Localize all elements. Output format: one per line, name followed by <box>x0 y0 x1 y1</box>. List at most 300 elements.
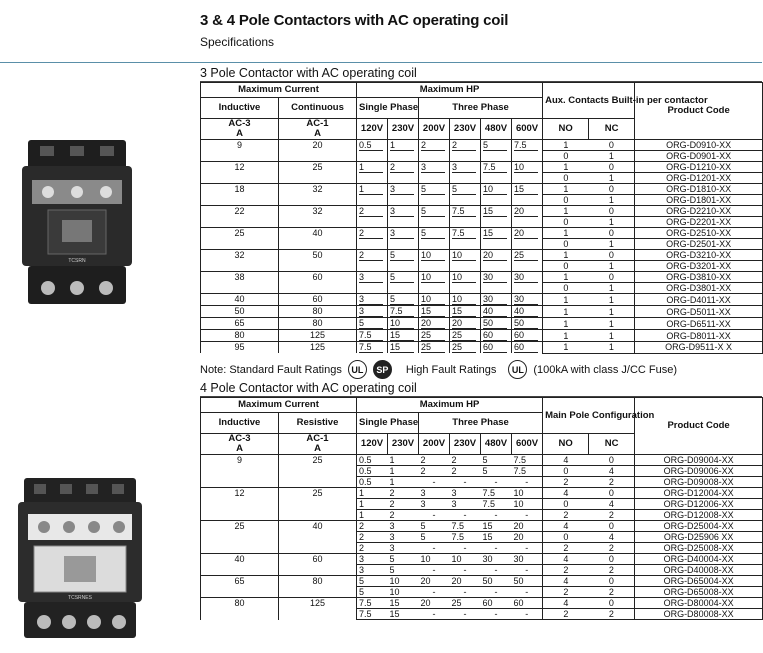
hp-value <box>481 294 512 306</box>
hp-value <box>450 140 481 162</box>
nc-value: 0 <box>589 272 635 283</box>
nc-value: 0 <box>589 184 635 195</box>
ac3-value: 50 <box>201 306 279 318</box>
ac3-value: 80 <box>201 598 279 620</box>
product-code: ORG-D1201-XX <box>635 173 763 184</box>
hp-value-text: 5 <box>390 272 414 283</box>
hp-value: - <box>481 543 512 554</box>
hp-value: 5 <box>357 576 388 587</box>
hp-value <box>388 294 419 306</box>
hp-value-text: 3 <box>390 184 414 195</box>
no-value: 1 <box>543 294 589 306</box>
hp-value: 2 <box>388 488 419 499</box>
hp-value-text: 10 <box>421 250 445 261</box>
hp-value: - <box>481 609 512 620</box>
single-phase-header: Single Phase <box>357 98 419 119</box>
ac1-value: 25 <box>279 162 357 184</box>
hp-value <box>357 206 388 228</box>
nc-value: 1 <box>589 195 635 206</box>
nc-value: 1 <box>589 318 635 330</box>
voltage-header: 600V <box>512 119 543 140</box>
ac1-value: 60 <box>279 294 357 306</box>
hp-value: - <box>512 477 543 488</box>
hp-value: 3 <box>388 543 419 554</box>
hp-value: 3 <box>357 554 388 565</box>
nc-value: 1 <box>589 306 635 318</box>
product-code: ORG-D3810-XX <box>635 272 763 283</box>
contactor-4-pole-label: TCSRNES <box>68 595 92 601</box>
hp-value-text: 2 <box>421 140 445 151</box>
hp-value-text: 7.5 <box>483 162 507 173</box>
nc-value: 1 <box>589 261 635 272</box>
hp-value: 3 <box>419 488 450 499</box>
ac1-value: 60 <box>279 554 357 576</box>
nc-value: 0 <box>589 521 635 532</box>
continuous-header: Resistive <box>279 413 357 434</box>
hp-value <box>357 228 388 250</box>
page-subtitle: Specifications <box>200 35 275 49</box>
hp-value <box>512 162 543 184</box>
nc-value: 1 <box>589 239 635 250</box>
hp-value: 20 <box>450 576 481 587</box>
max-current-header: Maximum Current <box>201 398 357 413</box>
hp-value-text: 10 <box>421 272 445 283</box>
nc-value: 0 <box>589 598 635 609</box>
inductive-header: Inductive <box>201 98 279 119</box>
voltage-header: 120V <box>357 119 388 140</box>
page-title: 3 & 4 Pole Contactors with AC operating coil <box>200 12 509 29</box>
no-value: 4 <box>543 455 589 466</box>
hp-value: 1 <box>357 510 388 521</box>
product-code: ORG-D0910-XX <box>635 140 763 151</box>
hp-value-text: 50 <box>483 318 507 329</box>
hp-value <box>357 294 388 306</box>
hp-value-text: 15 <box>390 330 414 341</box>
nc-value: 2 <box>589 543 635 554</box>
hp-value: 7.5 <box>357 598 388 609</box>
hp-value: 5 <box>481 455 512 466</box>
nc-value: 1 <box>589 283 635 294</box>
hp-value-text: 20 <box>483 250 507 261</box>
hp-value <box>450 306 481 318</box>
no-header: NO <box>543 119 589 140</box>
hp-value <box>357 318 388 330</box>
ac3-value: 32 <box>201 250 279 272</box>
hp-value-text: 5 <box>359 318 383 329</box>
hp-value: - <box>512 587 543 598</box>
product-code: ORG-D9511-X X <box>635 342 763 354</box>
hp-value-text: 30 <box>514 272 538 283</box>
nc-value: 4 <box>589 532 635 543</box>
hp-value: 30 <box>481 554 512 565</box>
hp-value: 5 <box>419 521 450 532</box>
hp-value: 3 <box>357 565 388 576</box>
product-code: ORG-D40008-XX <box>635 565 763 576</box>
product-code: ORG-D0901-XX <box>635 151 763 162</box>
csa-logo-icon: SP <box>373 360 392 379</box>
product-code: ORG-D2201-XX <box>635 217 763 228</box>
table-row <box>201 306 763 318</box>
hp-value: 2 <box>450 455 481 466</box>
hp-value <box>357 184 388 206</box>
contactor-3-pole-label: TCSRN <box>68 258 86 264</box>
hp-value-text: 3 <box>421 162 445 173</box>
hp-value <box>450 342 481 354</box>
no-value: 0 <box>543 499 589 510</box>
nc-value: 0 <box>589 576 635 587</box>
no-value: 0 <box>543 217 589 228</box>
hp-value <box>481 330 512 342</box>
hp-value-text: 60 <box>483 342 507 353</box>
hp-value-text: 15 <box>483 206 507 217</box>
hp-value: - <box>512 565 543 576</box>
ac1-value: 32 <box>279 184 357 206</box>
hp-value: 5 <box>388 565 419 576</box>
hp-value: - <box>419 510 450 521</box>
hp-value-text: 10 <box>421 294 445 305</box>
hp-value: 3 <box>450 499 481 510</box>
table-row <box>201 330 763 342</box>
hp-value-text: 2 <box>452 140 476 151</box>
hp-value-text: 3 <box>390 228 414 239</box>
hp-value <box>357 342 388 354</box>
ac3-value: 38 <box>201 272 279 294</box>
ac3-value: 25 <box>201 521 279 554</box>
hp-value <box>388 228 419 250</box>
hp-value-text: 10 <box>483 184 507 195</box>
hp-value-text: 2 <box>359 206 383 217</box>
hp-value-text: 20 <box>514 206 538 217</box>
hp-value: 3 <box>388 532 419 543</box>
hp-value <box>450 228 481 250</box>
product-code: ORG-D1801-XX <box>635 195 763 206</box>
hp-value: - <box>481 477 512 488</box>
hp-value <box>419 206 450 228</box>
max-current-header: Maximum Current <box>201 83 357 98</box>
hp-value: 2 <box>357 543 388 554</box>
hp-value <box>388 250 419 272</box>
product-code: ORG-D5011-XX <box>635 306 763 318</box>
hp-value <box>481 342 512 354</box>
hp-value: - <box>450 565 481 576</box>
table-row <box>201 206 763 217</box>
ac1-value: 125 <box>279 330 357 342</box>
table-row <box>201 250 763 261</box>
nc-value: 2 <box>589 510 635 521</box>
hp-value: 5 <box>388 554 419 565</box>
ac3-value: 65 <box>201 576 279 598</box>
product-code: ORG-D65008-XX <box>635 587 763 598</box>
hp-value-text: 1 <box>359 184 383 195</box>
nc-header: NC <box>589 119 635 140</box>
hp-value-text: 30 <box>514 294 538 305</box>
hp-value: - <box>450 543 481 554</box>
ac1-unit: A <box>314 443 321 454</box>
hp-value <box>388 330 419 342</box>
ac3-label: AC-3 <box>228 433 251 444</box>
product-code: ORG-D12006-XX <box>635 499 763 510</box>
hp-value: 20 <box>419 598 450 609</box>
hp-value <box>512 272 543 294</box>
hp-value-text: 15 <box>452 306 476 317</box>
product-code: ORG-D65004-XX <box>635 576 763 587</box>
hp-value: 7.5 <box>512 466 543 477</box>
table-row <box>201 342 763 354</box>
hp-value: 1 <box>388 455 419 466</box>
ac1-value: 60 <box>279 272 357 294</box>
hp-value: 20 <box>419 576 450 587</box>
hp-value <box>450 294 481 306</box>
voltage-header: 230V <box>450 119 481 140</box>
hp-value <box>388 206 419 228</box>
hp-value-text: 20 <box>514 228 538 239</box>
hp-value <box>512 140 543 162</box>
product-code: ORG-D2510-XX <box>635 228 763 239</box>
hp-value: - <box>450 510 481 521</box>
ac1-value: 80 <box>279 576 357 598</box>
no-value: 1 <box>543 184 589 195</box>
table-row <box>201 272 763 283</box>
hp-value <box>450 206 481 228</box>
hp-value <box>388 342 419 354</box>
product-code-header: Product Code <box>635 83 763 140</box>
three-phase-header: Three Phase <box>419 413 543 434</box>
hp-value-text: 3 <box>359 306 383 317</box>
hp-value <box>512 228 543 250</box>
ac3-value: 40 <box>201 294 279 306</box>
ac3-value: 9 <box>201 455 279 488</box>
table-row <box>201 162 763 173</box>
ac3-unit: A <box>236 128 243 139</box>
product-code: ORG-D25004-XX <box>635 521 763 532</box>
hp-value: - <box>481 565 512 576</box>
hp-value-text: 3 <box>452 162 476 173</box>
hp-value: 15 <box>481 521 512 532</box>
hp-value <box>357 330 388 342</box>
product-code: ORG-D09006-XX <box>635 466 763 477</box>
hp-value-text: 10 <box>514 162 538 173</box>
contactor-4-pole-photo <box>14 478 146 638</box>
hp-value-text: 30 <box>483 272 507 283</box>
no-value: 2 <box>543 609 589 620</box>
product-code: ORG-D1810-XX <box>635 184 763 195</box>
hp-value: - <box>481 587 512 598</box>
hp-value-text: 7.5 <box>359 330 383 341</box>
nc-value: 1 <box>589 294 635 306</box>
hp-value: 1 <box>388 466 419 477</box>
hp-value: 5 <box>419 532 450 543</box>
hp-value <box>388 306 419 318</box>
hp-value: 3 <box>419 499 450 510</box>
table-3-pole <box>200 82 763 353</box>
table-row <box>201 598 763 609</box>
hp-value-text: 10 <box>390 318 414 329</box>
ac3-value: 12 <box>201 488 279 521</box>
hp-value: 7.5 <box>450 532 481 543</box>
table-row <box>201 521 763 532</box>
product-code: ORG-D12004-XX <box>635 488 763 499</box>
hp-value <box>419 330 450 342</box>
ac3-unit: A <box>236 443 243 454</box>
product-code: ORG-D2210-XX <box>635 206 763 217</box>
no-value: 2 <box>543 587 589 598</box>
nc-value: 0 <box>589 250 635 261</box>
no-value: 0 <box>543 195 589 206</box>
hp-value: - <box>419 565 450 576</box>
ac1-label: AC-1 <box>306 433 329 444</box>
hp-value-text: 25 <box>421 330 445 341</box>
nc-value: 2 <box>589 609 635 620</box>
no-value: 0 <box>543 283 589 294</box>
hp-value <box>357 250 388 272</box>
hp-value-text: 15 <box>390 342 414 353</box>
ac1-value: 50 <box>279 250 357 272</box>
table-4-pole <box>200 397 763 620</box>
voltage-header: 200V <box>419 434 450 455</box>
table-row <box>201 184 763 195</box>
hp-value <box>481 206 512 228</box>
hp-value-text: 5 <box>421 206 445 217</box>
nc-value: 2 <box>589 565 635 576</box>
hp-value: 60 <box>481 598 512 609</box>
voltage-header: 230V <box>388 119 419 140</box>
hp-value <box>388 184 419 206</box>
product-code: ORG-D8011-XX <box>635 330 763 342</box>
no-value: 4 <box>543 598 589 609</box>
voltage-header: 200V <box>419 119 450 140</box>
hp-value <box>419 342 450 354</box>
hp-value-text: 10 <box>452 272 476 283</box>
hp-value: 50 <box>512 576 543 587</box>
hp-value: - <box>450 477 481 488</box>
no-value: 4 <box>543 488 589 499</box>
product-code: ORG-D80008-XX <box>635 609 763 620</box>
ac1-value: 32 <box>279 206 357 228</box>
hp-value <box>357 162 388 184</box>
nc-value: 0 <box>589 140 635 151</box>
ul-logo-icon-2: UL <box>508 360 527 379</box>
hp-value <box>512 330 543 342</box>
product-code: ORG-D25008-XX <box>635 543 763 554</box>
hp-value <box>357 272 388 294</box>
ul-logo-icon: UL <box>348 360 367 379</box>
hp-value: 2 <box>388 499 419 510</box>
hp-value-text: 5 <box>421 228 445 239</box>
hp-value: 20 <box>512 521 543 532</box>
ac1-label: AC-1 <box>306 118 329 129</box>
hp-value-text: 10 <box>452 294 476 305</box>
hp-value <box>419 140 450 162</box>
hp-value-text: 10 <box>452 250 476 261</box>
hp-value-text: 2 <box>359 250 383 261</box>
product-code: ORG-D80004-XX <box>635 598 763 609</box>
hp-value: 2 <box>419 455 450 466</box>
nc-value: 0 <box>589 162 635 173</box>
hp-value: 2 <box>419 466 450 477</box>
table-row <box>201 576 763 587</box>
ac3-header <box>201 119 279 140</box>
hp-value <box>450 272 481 294</box>
hp-value-text: 20 <box>452 318 476 329</box>
hp-value-text: 7.5 <box>390 306 414 317</box>
ac1-header <box>279 434 357 455</box>
hp-value <box>419 294 450 306</box>
hp-value <box>419 250 450 272</box>
no-value: 0 <box>543 173 589 184</box>
hp-value-text: 60 <box>483 330 507 341</box>
table-row <box>201 140 763 151</box>
ac3-value: 12 <box>201 162 279 184</box>
hp-value <box>419 272 450 294</box>
hp-value <box>481 272 512 294</box>
hp-value-text: 3 <box>390 206 414 217</box>
voltage-header: 120V <box>357 434 388 455</box>
max-hp-header: Maximum HP <box>357 398 543 413</box>
hp-value: - <box>512 543 543 554</box>
hp-value <box>481 184 512 206</box>
hp-value <box>419 318 450 330</box>
hp-value-text: 40 <box>483 306 507 317</box>
ac1-value: 40 <box>279 228 357 250</box>
no-value: 0 <box>543 261 589 272</box>
product-code: ORG-D09008-XX <box>635 477 763 488</box>
hp-value <box>388 318 419 330</box>
nc-value: 0 <box>589 228 635 239</box>
nc-value: 1 <box>589 217 635 228</box>
nc-value: 4 <box>589 466 635 477</box>
hp-value-text: 5 <box>390 294 414 305</box>
hp-value-text: 2 <box>390 162 414 173</box>
nc-value: 2 <box>589 477 635 488</box>
product-code: ORG-D4011-XX <box>635 294 763 306</box>
hp-value-text: 40 <box>514 306 538 317</box>
ac1-value: 40 <box>279 521 357 554</box>
product-code: ORG-D3801-XX <box>635 283 763 294</box>
voltage-header: 230V <box>388 434 419 455</box>
hp-value: 50 <box>481 576 512 587</box>
hp-value-text: 7.5 <box>359 342 383 353</box>
hp-value <box>450 318 481 330</box>
hp-value: - <box>481 510 512 521</box>
hp-value: 1 <box>357 499 388 510</box>
nc-value: 0 <box>589 455 635 466</box>
no-value: 4 <box>543 521 589 532</box>
hp-value <box>357 140 388 162</box>
aux-contacts-header: Main Pole Configuration <box>543 398 635 434</box>
hp-value <box>419 162 450 184</box>
ac3-value: 65 <box>201 318 279 330</box>
nc-value: 2 <box>589 587 635 598</box>
nc-value: 0 <box>589 554 635 565</box>
hp-value <box>388 140 419 162</box>
product-code: ORG-D40004-XX <box>635 554 763 565</box>
no-value: 0 <box>543 466 589 477</box>
hp-value <box>512 184 543 206</box>
ac1-value: 25 <box>279 455 357 488</box>
hp-value: 7.5 <box>481 488 512 499</box>
hp-value: 2 <box>450 466 481 477</box>
hp-value: 10 <box>450 554 481 565</box>
nc-value: 1 <box>589 330 635 342</box>
no-header: NO <box>543 434 589 455</box>
no-value: 4 <box>543 576 589 587</box>
product-code: ORG-D1210-XX <box>635 162 763 173</box>
hp-value: 3 <box>450 488 481 499</box>
hp-value-text: 25 <box>421 342 445 353</box>
section-3-pole-title: 3 Pole Contactor with AC operating coil <box>200 66 417 80</box>
no-value: 1 <box>543 272 589 283</box>
hp-value <box>450 330 481 342</box>
